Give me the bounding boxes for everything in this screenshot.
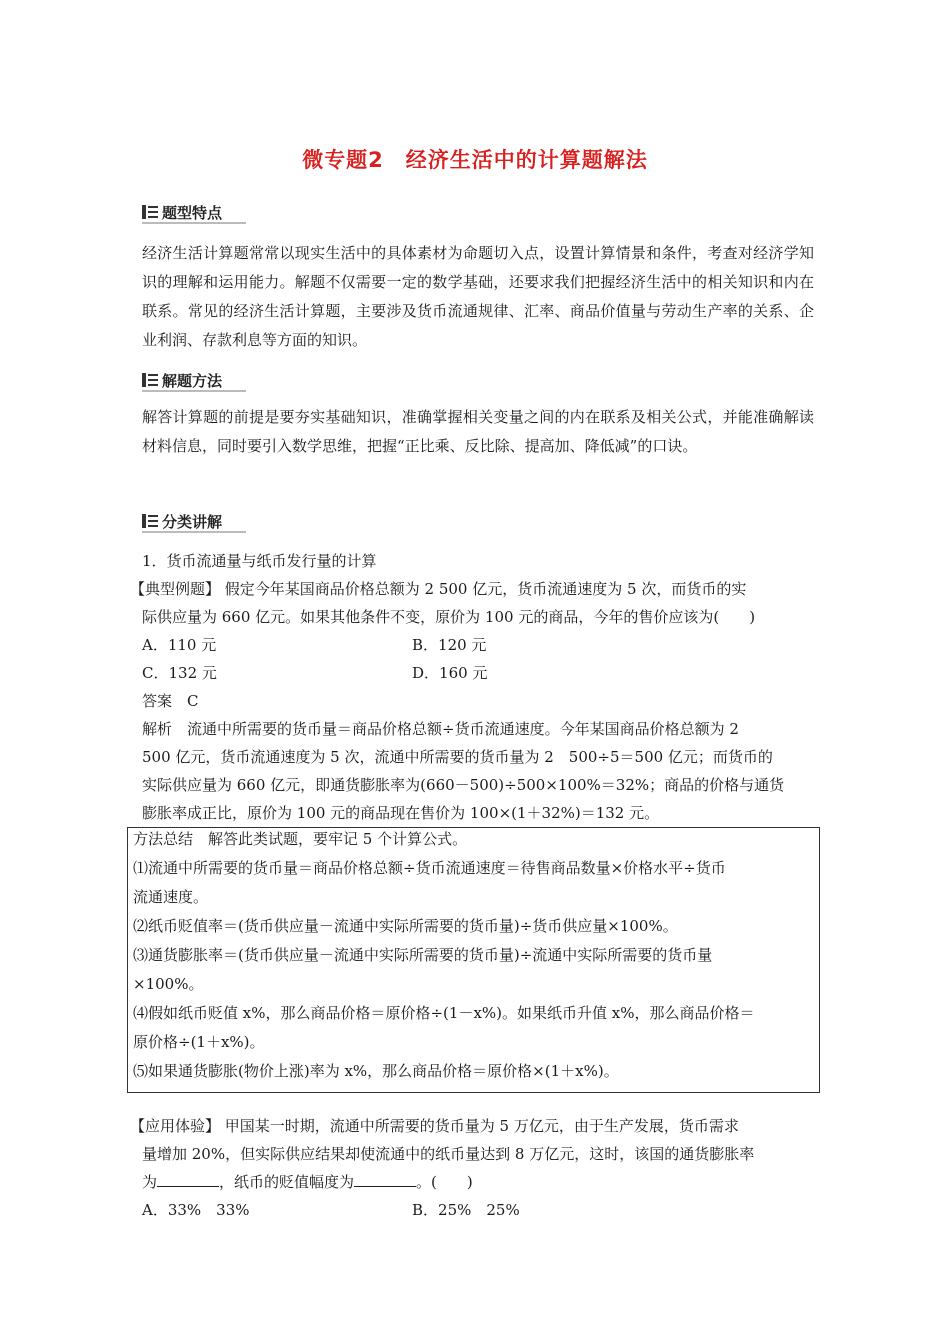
analysis-line: 膨胀率成正比，原价为 100 元的商品现在售价为 100×(1＋32%)＝132 元。: [142, 804, 660, 822]
summary-line: 原价格÷(1＋x%)。: [133, 1033, 265, 1051]
subsection-title: 1．货币流通量与纸币发行量的计算: [142, 552, 377, 570]
section-heading-method: [142, 369, 222, 391]
list-icon: [142, 205, 158, 219]
section-heading-features: [142, 201, 222, 223]
summary-line: ⑵纸币贬值率＝(货币供应量－流通中实际所需要的货币量)÷货币供应量×100%。: [133, 917, 678, 935]
analysis-line: 500 亿元，货币流通速度为 5 次，流通中所需要的货币量为 2 500÷5＝500 亿元；而货币的: [142, 748, 773, 766]
list-icon: [142, 514, 158, 528]
example-line: 【典型例题】 假定今年某国商品价格总额为 2 500 亿元，货币流通速度为 5 次，而货币的实: [130, 580, 747, 598]
option-b: B．25% 25%: [412, 1201, 520, 1219]
practice-line: 【应用体验】 甲国某一时期，流通中所需要的货币量为 5 万亿元，由于生产发展，货币需求: [130, 1117, 739, 1135]
analysis-line: 实际供应量为 660 亿元，即通货膨胀率为(660－500)÷500×100%＝32%；商品的价格与通货: [142, 776, 785, 794]
practice-text: ，纸币的贬值幅度为: [219, 1173, 355, 1191]
option-a: A．33% 33%: [142, 1201, 250, 1219]
section-underline: [142, 222, 246, 224]
section-heading-classify: [142, 510, 222, 532]
practice-line: [142, 1168, 473, 1196]
analysis-line: 解析 流通中所需要的货币量＝商品价格总额÷货币流通速度。今年某国商品价格总额为 2: [142, 720, 739, 738]
practice-text: 为: [142, 1173, 158, 1191]
option-c: C．132 元: [142, 664, 217, 682]
section-heading-text: 解题方法: [162, 371, 223, 390]
answer-blank: [157, 1171, 219, 1187]
section-heading-text: 题型特点: [162, 203, 223, 222]
option-a: A．110 元: [142, 636, 217, 654]
option-d: D．160 元: [412, 664, 488, 682]
answer-line: 答案 C: [142, 692, 199, 710]
summary-line: 方法总结 解答此类试题，要牢记 5 个计算公式。: [133, 830, 468, 848]
summary-line: 流通速度。: [133, 888, 209, 906]
summary-line: ⑴流通中所需要的货币量＝商品价格总额÷货币流通速度＝待售商品数量×价格水平÷货币: [133, 859, 726, 877]
section-underline: [142, 390, 246, 392]
list-icon: [142, 373, 158, 387]
practice-text: 。( ): [416, 1173, 473, 1191]
option-b: B．120 元: [412, 636, 487, 654]
summary-line: ×100%。: [133, 975, 204, 993]
summary-line: ⑸如果通货膨胀(物价上涨)率为 x%，那么商品价格＝原价格×(1＋x%)。: [133, 1062, 619, 1080]
summary-line: ⑶通货膨胀率＝(货币供应量－流通中实际所需要的货币量)÷流通中实际所需要的货币量: [133, 946, 713, 964]
practice-line: 量增加 20%，但实际供应结果却使流通中的纸币量达到 8 万亿元，这时，该国的通货膨胀率: [142, 1145, 755, 1163]
summary-line: ⑷假如纸币贬值 x%，那么商品价格＝原价格÷(1－x%)。如果纸币升值 x%，那么商品价格＝: [133, 1004, 755, 1022]
page-title: 微专题2 经济生活中的计算题解法: [302, 148, 648, 172]
section-underline: [142, 531, 246, 533]
answer-blank: [354, 1171, 416, 1187]
section-heading-text: 分类讲解: [162, 512, 223, 531]
features-paragraph: 经济生活计算题常常以现实生活中的具体素材为命题切入点，设置计算情景和条件，考查对经济学知识的理解和运用能力。解题不仅需要一定的数学基础，还要求我们把握经济生活中的相关知识和内在联系。常见的经济生活计算题，主要涉及货币流通规律、汇率、商品价值量与劳动生产率的关系、企业利润、存款利息等方面的知识。: [142, 244, 814, 349]
method-paragraph: 解答计算题的前提是要夯实基础知识，准确掌握相关变量之间的内在联系及相关公式，并能准确解读材料信息，同时要引入数学思维，把握“正比乘、反比除、提高加、降低减”的口诀。: [142, 408, 814, 455]
example-line: 际供应量为 660 亿元。如果其他条件不变，原价为 100 元的商品，今年的售价应该为( ): [142, 608, 756, 626]
